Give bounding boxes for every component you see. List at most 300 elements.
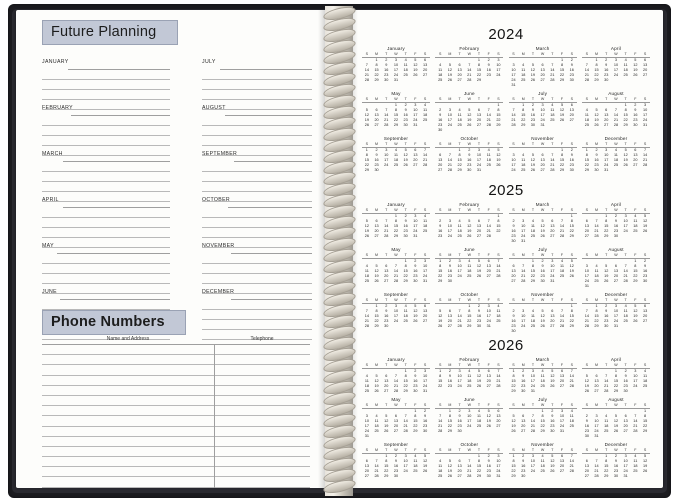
calendar-day-cell[interactable]: 9: [605, 309, 608, 313]
calendar-day-cell[interactable]: 26: [623, 163, 628, 168]
calendar-day-cell[interactable]: 5: [414, 303, 417, 308]
future-planning-month[interactable]: [202, 290, 312, 340]
calendar-day-cell[interactable]: 8: [614, 373, 617, 378]
calendar-day-cell[interactable]: 14: [550, 158, 555, 163]
calendar-day-cell[interactable]: 7: [424, 147, 427, 152]
calendar-day-cell[interactable]: 16: [642, 268, 648, 273]
calendar-day-cell[interactable]: 10: [521, 223, 526, 228]
calendar-day-cell[interactable]: 3: [624, 213, 627, 218]
write-in-line[interactable]: [42, 300, 170, 310]
calendar-day-cell[interactable]: 9: [512, 314, 515, 319]
calendar-day-cell[interactable]: 1: [375, 57, 378, 62]
calendar-day-cell[interactable]: 12: [413, 62, 418, 67]
calendar-day-cell[interactable]: 20: [422, 314, 428, 319]
calendar-day-cell[interactable]: 21: [550, 163, 555, 168]
calendar-day-cell[interactable]: 14: [393, 378, 399, 383]
calendar-day-cell[interactable]: 15: [642, 418, 648, 423]
calendar-day-cell[interactable]: 15: [511, 464, 516, 468]
calendar-day-cell[interactable]: 4: [365, 373, 368, 378]
calendar-day-cell[interactable]: 15: [457, 158, 462, 163]
calendar-day-cell[interactable]: 30: [457, 429, 462, 434]
calendar-day-cell[interactable]: 16: [569, 67, 574, 72]
calendar-day-cell[interactable]: 23: [584, 429, 589, 434]
calendar-day-cell[interactable]: 30: [403, 123, 408, 128]
calendar-day-cell[interactable]: 24: [467, 423, 472, 428]
calendar-day-cell[interactable]: 12: [476, 263, 482, 268]
calendar-day-cell[interactable]: 7: [522, 263, 525, 268]
calendar-day-cell[interactable]: 27: [374, 123, 379, 128]
calendar-day-cell[interactable]: 26: [550, 469, 555, 474]
calendar-day-cell[interactable]: 20: [584, 469, 589, 474]
calendar-day-cell[interactable]: 2: [439, 107, 442, 112]
calendar-day-cell[interactable]: 29: [496, 123, 501, 128]
calendar-day-cell[interactable]: 19: [486, 418, 491, 423]
phone-numbers-row[interactable]: [42, 406, 310, 416]
calendar-day-cell[interactable]: 18: [438, 469, 443, 474]
calendar-day-cell[interactable]: 21: [393, 274, 399, 279]
calendar-day-cell[interactable]: 18: [486, 158, 491, 163]
calendar-day-cell[interactable]: 27: [384, 388, 389, 393]
calendar-day-cell[interactable]: 17: [447, 228, 452, 233]
calendar-day-cell[interactable]: 16: [521, 378, 526, 383]
calendar-day-cell[interactable]: 4: [551, 102, 554, 107]
calendar-day-cell[interactable]: 11: [438, 67, 443, 72]
calendar-day-cell[interactable]: 23: [540, 274, 545, 279]
calendar-day-cell[interactable]: 9: [570, 153, 573, 157]
calendar-day-cell[interactable]: 19: [374, 383, 379, 388]
calendar-day-cell[interactable]: 13: [422, 62, 428, 67]
calendar-day-cell[interactable]: 16: [569, 158, 574, 163]
calendar-day-cell[interactable]: 4: [624, 57, 627, 62]
calendar-day-cell[interactable]: 11: [594, 268, 599, 273]
calendar-day-cell[interactable]: 3: [595, 413, 598, 418]
calendar-day-cell[interactable]: 15: [364, 158, 369, 163]
calendar-day-cell[interactable]: 26: [476, 383, 482, 388]
calendar-day-cell[interactable]: 6: [424, 57, 427, 62]
calendar-day-cell[interactable]: 7: [634, 413, 637, 418]
calendar-day-cell[interactable]: 19: [594, 118, 599, 123]
write-in-line[interactable]: [231, 290, 312, 300]
calendar-day-cell[interactable]: 20: [364, 469, 369, 474]
calendar-day-cell[interactable]: 16: [374, 158, 379, 163]
calendar-day-cell[interactable]: 4: [531, 218, 534, 223]
calendar-day-cell[interactable]: 23: [384, 319, 389, 324]
calendar-day-cell[interactable]: 3: [522, 309, 525, 313]
calendar-day-cell[interactable]: 20: [550, 228, 555, 233]
calendar-day-cell[interactable]: 4: [497, 303, 500, 308]
calendar-day-cell[interactable]: 5: [551, 368, 554, 373]
calendar-day-cell[interactable]: 18: [633, 464, 638, 468]
write-in-line[interactable]: [63, 198, 171, 208]
calendar-day-cell[interactable]: 16: [613, 223, 619, 228]
calendar-day-cell[interactable]: 7: [595, 458, 598, 463]
calendar-day-cell[interactable]: 12: [447, 67, 452, 72]
calendar-day-cell[interactable]: 21: [569, 378, 574, 383]
calendar-day-cell[interactable]: 7: [497, 368, 500, 373]
calendar-day-cell[interactable]: 3: [560, 408, 564, 413]
calendar-day-cell[interactable]: 26: [374, 388, 379, 393]
calendar-day-cell[interactable]: 7: [487, 107, 490, 112]
calendar-day-cell[interactable]: 24: [413, 118, 418, 123]
calendar-day-cell[interactable]: 20: [374, 118, 379, 123]
calendar-day-cell[interactable]: 6: [551, 218, 554, 223]
calendar-day-cell[interactable]: 13: [393, 418, 399, 423]
calendar-day-cell[interactable]: 12: [623, 153, 628, 157]
calendar-day-cell[interactable]: 18: [403, 67, 408, 72]
calendar-day-cell[interactable]: 1: [634, 258, 637, 263]
calendar-day-cell[interactable]: 20: [559, 378, 565, 383]
calendar-day-cell[interactable]: 15: [511, 378, 516, 383]
calendar-day-cell[interactable]: 9: [570, 62, 573, 67]
calendar-day-cell[interactable]: 29: [384, 474, 389, 479]
calendar-day-cell[interactable]: 13: [511, 268, 516, 273]
calendar-day-cell[interactable]: 4: [439, 62, 442, 67]
calendar-day-cell[interactable]: 26: [540, 233, 545, 238]
calendar-day-cell[interactable]: 10: [496, 458, 501, 463]
calendar-day-cell[interactable]: 6: [614, 263, 617, 268]
calendar-day-cell[interactable]: 30: [642, 279, 648, 284]
calendar-day-cell[interactable]: 5: [512, 413, 515, 418]
calendar-day-cell[interactable]: 31: [364, 434, 369, 439]
calendar-day-cell[interactable]: 3: [531, 368, 534, 373]
calendar-day-cell[interactable]: 25: [550, 118, 555, 123]
calendar-day-cell[interactable]: 4: [570, 408, 573, 413]
calendar-day-cell[interactable]: 13: [521, 418, 526, 423]
calendar-day-cell[interactable]: 6: [541, 62, 544, 67]
calendar-day-cell[interactable]: 1: [541, 408, 544, 413]
calendar-day-cell[interactable]: 2: [614, 213, 617, 218]
write-in-line[interactable]: [42, 228, 170, 238]
calendar-day-cell[interactable]: 3: [541, 102, 544, 107]
calendar-day-cell[interactable]: 2: [570, 57, 573, 62]
calendar-day-cell[interactable]: 10: [604, 153, 609, 157]
calendar-day-cell[interactable]: 3: [448, 107, 451, 112]
calendar-day-cell[interactable]: 30: [413, 388, 418, 393]
calendar-day-cell[interactable]: 25: [496, 319, 501, 324]
calendar-day-cell[interactable]: 11: [540, 458, 545, 463]
calendar-day-cell[interactable]: 3: [424, 368, 427, 373]
calendar-day-cell[interactable]: 28: [604, 388, 609, 393]
calendar-day-cell[interactable]: 8: [512, 458, 515, 463]
future-planning-month[interactable]: [42, 152, 170, 202]
calendar-day-cell[interactable]: 30: [594, 168, 599, 173]
calendar-day-cell[interactable]: 2: [487, 57, 490, 62]
calendar-day-cell[interactable]: 18: [467, 268, 472, 273]
calendar-day-cell[interactable]: 14: [569, 373, 574, 378]
calendar-day-cell[interactable]: 1: [404, 258, 407, 263]
calendar-day-cell[interactable]: 17: [584, 274, 589, 279]
calendar-day-cell[interactable]: 22: [511, 469, 516, 474]
calendar-day-cell[interactable]: 14: [511, 112, 516, 117]
calendar-day-cell[interactable]: 10: [413, 218, 418, 223]
calendar-day-cell[interactable]: 27: [569, 118, 574, 123]
calendar-day-cell[interactable]: 25: [422, 118, 428, 123]
calendar-day-cell[interactable]: 10: [623, 458, 628, 463]
calendar-day-cell[interactable]: 10: [457, 263, 462, 268]
calendar-day-cell[interactable]: 17: [623, 223, 628, 228]
calendar-day-cell[interactable]: 7: [560, 309, 564, 313]
calendar-day-cell[interactable]: 21: [496, 378, 501, 383]
calendar-day-cell[interactable]: 4: [634, 213, 637, 218]
calendar-day-cell[interactable]: 11: [403, 309, 408, 313]
calendar-day-cell[interactable]: 14: [447, 158, 452, 163]
calendar-day-cell[interactable]: 4: [394, 147, 398, 152]
calendar-day-cell[interactable]: 27: [642, 72, 648, 77]
calendar-day-cell[interactable]: 10: [613, 62, 619, 67]
calendar-day-cell[interactable]: 20: [438, 163, 443, 168]
write-in-line[interactable]: [220, 60, 312, 70]
calendar-day-cell[interactable]: 13: [384, 378, 389, 383]
calendar-day-cell[interactable]: 15: [623, 112, 628, 117]
calendar-day-cell[interactable]: 28: [530, 429, 536, 434]
calendar-day-cell[interactable]: 14: [467, 464, 472, 468]
calendar-day-cell[interactable]: 28: [457, 324, 462, 329]
calendar-day-cell[interactable]: 17: [511, 163, 516, 168]
calendar-day-cell[interactable]: 5: [541, 309, 544, 313]
calendar-day-cell[interactable]: 4: [644, 368, 647, 373]
calendar-day-cell[interactable]: 30: [476, 324, 482, 329]
calendar-day-cell[interactable]: 30: [384, 324, 389, 329]
calendar-day-cell[interactable]: 28: [594, 474, 599, 479]
calendar-day-cell[interactable]: 21: [511, 118, 516, 123]
calendar-day-cell[interactable]: 30: [613, 474, 619, 479]
calendar-day-cell[interactable]: 4: [468, 368, 471, 373]
calendar-day-cell[interactable]: 12: [447, 464, 452, 468]
calendar-day-cell[interactable]: 16: [584, 423, 589, 428]
calendar-day-cell[interactable]: 11: [521, 67, 526, 72]
write-in-line[interactable]: [42, 254, 170, 264]
calendar-day-cell[interactable]: 25: [457, 233, 462, 238]
calendar-day-cell[interactable]: 7: [404, 413, 407, 418]
calendar-day-cell[interactable]: 15: [521, 112, 526, 117]
calendar-day-cell[interactable]: 3: [458, 368, 461, 373]
calendar-day-cell[interactable]: 3: [458, 258, 461, 263]
calendar-day-cell[interactable]: 27: [374, 233, 379, 238]
calendar-day-cell[interactable]: 7: [551, 62, 554, 67]
calendar-day-cell[interactable]: 8: [570, 309, 573, 313]
calendar-day-cell[interactable]: 11: [521, 158, 526, 163]
calendar-day-cell[interactable]: 25: [393, 163, 399, 168]
calendar-day-cell[interactable]: 10: [364, 418, 369, 423]
calendar-day-cell[interactable]: 23: [569, 72, 574, 77]
calendar-day-cell[interactable]: 16: [438, 118, 443, 123]
calendar-day-cell[interactable]: 31: [540, 123, 545, 128]
calendar-day-cell[interactable]: 23: [511, 324, 516, 329]
calendar-day-cell[interactable]: 23: [594, 163, 599, 168]
calendar-day-cell[interactable]: 29: [393, 123, 399, 128]
calendar-day-cell[interactable]: 3: [624, 453, 627, 458]
calendar-day-cell[interactable]: 6: [541, 153, 544, 157]
write-in-line[interactable]: [68, 60, 170, 70]
calendar-day-cell[interactable]: 25: [623, 72, 628, 77]
calendar-day-cell[interactable]: 18: [393, 158, 399, 163]
calendar-day-cell[interactable]: 16: [476, 314, 482, 319]
calendar-day-cell[interactable]: 7: [439, 413, 442, 418]
calendar-day-cell[interactable]: 27: [447, 324, 452, 329]
calendar-day-cell[interactable]: 2: [512, 309, 515, 313]
calendar-day-cell[interactable]: 9: [531, 107, 534, 112]
write-in-line[interactable]: [71, 106, 170, 116]
phone-numbers-row[interactable]: [42, 396, 310, 406]
calendar-day-cell[interactable]: 6: [551, 309, 554, 313]
calendar-day-cell[interactable]: 2: [605, 303, 608, 308]
calendar-day-cell[interactable]: 20: [393, 423, 399, 428]
calendar-day-cell[interactable]: 11: [613, 153, 618, 157]
calendar-day-cell[interactable]: 6: [375, 218, 378, 223]
write-in-line[interactable]: [63, 152, 171, 162]
calendar-day-cell[interactable]: 19: [364, 228, 369, 233]
calendar-day-cell[interactable]: 29: [511, 388, 516, 393]
calendar-day-cell[interactable]: 28: [511, 123, 516, 128]
calendar-day-cell[interactable]: 25: [633, 228, 638, 233]
calendar-day-cell[interactable]: 7: [614, 107, 617, 112]
calendar-day-cell[interactable]: 3: [468, 408, 471, 413]
calendar-day-cell[interactable]: 6: [644, 303, 647, 308]
future-planning-month[interactable]: [202, 106, 312, 156]
calendar-day-cell[interactable]: 28: [422, 163, 428, 168]
calendar-day-cell[interactable]: 22: [438, 274, 443, 279]
calendar-day-cell[interactable]: 19: [511, 423, 516, 428]
calendar-day-cell[interactable]: 12: [613, 418, 619, 423]
calendar-day-cell[interactable]: 25: [530, 233, 536, 238]
calendar-day-cell[interactable]: 14: [569, 458, 574, 463]
calendar-day-cell[interactable]: 10: [403, 458, 408, 463]
calendar-day-cell[interactable]: 3: [614, 57, 617, 62]
calendar-day-cell[interactable]: 28: [584, 77, 589, 82]
calendar-day-cell[interactable]: 28: [384, 123, 389, 128]
calendar-day-cell[interactable]: 5: [570, 258, 573, 263]
calendar-day-cell[interactable]: 6: [458, 62, 461, 67]
write-in-line[interactable]: [57, 244, 170, 254]
calendar-day-cell[interactable]: 2: [570, 147, 573, 152]
write-in-line[interactable]: [42, 208, 170, 218]
calendar-day-cell[interactable]: 28: [438, 429, 443, 434]
calendar-day-cell[interactable]: 24: [613, 319, 619, 324]
calendar-day-cell[interactable]: 2: [394, 453, 398, 458]
calendar-day-cell[interactable]: 28: [613, 123, 619, 128]
calendar-day-cell[interactable]: 22: [594, 319, 599, 324]
calendar-day-cell[interactable]: 10: [457, 373, 462, 378]
calendar-day-cell[interactable]: 15: [530, 268, 536, 273]
calendar-day-cell[interactable]: 21: [438, 423, 443, 428]
calendar-day-cell[interactable]: 13: [422, 309, 428, 313]
calendar-day-cell[interactable]: 21: [447, 163, 452, 168]
calendar-day-cell[interactable]: 13: [584, 223, 589, 228]
calendar-day-cell[interactable]: 28: [403, 429, 408, 434]
calendar-day-cell[interactable]: 27: [604, 123, 609, 128]
calendar-day-cell[interactable]: 4: [468, 258, 471, 263]
calendar-day-cell[interactable]: 1: [458, 147, 461, 152]
calendar-day-cell[interactable]: 9: [614, 458, 617, 463]
calendar-day-cell[interactable]: 8: [385, 458, 388, 463]
calendar-day-cell[interactable]: 5: [365, 218, 368, 223]
calendar-day-cell[interactable]: 1: [560, 57, 564, 62]
calendar-day-cell[interactable]: 2: [595, 147, 598, 152]
calendar-day-cell[interactable]: 28: [374, 474, 379, 479]
calendar-day-cell[interactable]: 1: [414, 408, 417, 413]
calendar-day-cell[interactable]: 13: [384, 268, 389, 273]
calendar-day-cell[interactable]: 25: [530, 324, 536, 329]
calendar-day-cell[interactable]: 27: [422, 319, 428, 324]
calendar-day-cell[interactable]: 18: [623, 67, 628, 72]
calendar-day-cell[interactable]: 30: [623, 388, 628, 393]
calendar-day-cell[interactable]: 5: [551, 453, 554, 458]
calendar-day-cell[interactable]: 12: [540, 223, 545, 228]
calendar-day-cell[interactable]: 19: [540, 319, 545, 324]
calendar-day-cell[interactable]: 3: [404, 453, 407, 458]
calendar-day-cell[interactable]: 15: [559, 158, 565, 163]
calendar-day-cell[interactable]: 13: [364, 464, 369, 468]
calendar-day-cell[interactable]: 5: [385, 413, 388, 418]
calendar-day-cell[interactable]: 26: [364, 233, 369, 238]
calendar-day-cell[interactable]: 4: [439, 458, 442, 463]
calendar-day-cell[interactable]: 17: [604, 158, 609, 163]
calendar-day-cell[interactable]: 16: [511, 319, 516, 324]
calendar-day-cell[interactable]: 11: [633, 218, 638, 223]
phone-numbers-row[interactable]: [42, 365, 310, 375]
calendar-day-cell[interactable]: 12: [467, 223, 472, 228]
calendar-day-cell[interactable]: 9: [439, 223, 442, 228]
calendar-day-cell[interactable]: 16: [604, 67, 609, 72]
calendar-day-cell[interactable]: 9: [385, 62, 388, 67]
calendar-day-cell[interactable]: 10: [540, 107, 545, 112]
calendar-day-cell[interactable]: 13: [457, 67, 462, 72]
calendar-day-cell[interactable]: 6: [644, 57, 647, 62]
calendar-day-cell[interactable]: 31: [422, 279, 428, 284]
calendar-day-cell[interactable]: 24: [540, 118, 545, 123]
calendar-day-cell[interactable]: 18: [633, 223, 638, 228]
future-planning-month[interactable]: [42, 198, 170, 248]
calendar-day-cell[interactable]: 29: [594, 77, 599, 82]
calendar-day-cell[interactable]: 14: [438, 418, 443, 423]
calendar-day-cell[interactable]: 26: [374, 279, 379, 284]
calendar-day-cell[interactable]: 6: [560, 453, 564, 458]
calendar-day-cell[interactable]: 31: [521, 239, 526, 244]
calendar-day-cell[interactable]: 12: [584, 378, 589, 383]
calendar-day-cell[interactable]: 7: [560, 218, 564, 223]
calendar-day-cell[interactable]: 29: [604, 233, 609, 238]
calendar-day-cell[interactable]: 26: [559, 118, 565, 123]
calendar-day-cell[interactable]: 7: [605, 373, 608, 378]
calendar-day-cell[interactable]: 22: [393, 118, 399, 123]
calendar-day-cell[interactable]: 15: [476, 464, 482, 468]
calendar-day-cell[interactable]: 24: [623, 469, 628, 474]
calendar-day-cell[interactable]: 10: [623, 218, 628, 223]
calendar-day-cell[interactable]: 24: [384, 163, 389, 168]
calendar-day-cell[interactable]: 23: [486, 72, 491, 77]
calendar-day-cell[interactable]: 12: [511, 418, 516, 423]
calendar-day-cell[interactable]: 16: [467, 158, 472, 163]
calendar-day-cell[interactable]: 26: [384, 429, 389, 434]
calendar-day-cell[interactable]: 29: [569, 233, 574, 238]
phone-numbers-row[interactable]: [42, 467, 310, 477]
calendar-day-cell[interactable]: 1: [477, 453, 481, 458]
calendar-day-cell[interactable]: 14: [374, 464, 379, 468]
calendar-day-cell[interactable]: 16: [403, 223, 408, 228]
write-in-line[interactable]: [42, 218, 170, 228]
calendar-day-cell[interactable]: 22: [559, 163, 565, 168]
calendar-day-cell[interactable]: 14: [550, 67, 555, 72]
calendar-day-cell[interactable]: 12: [403, 153, 408, 157]
calendar-day-cell[interactable]: 24: [413, 228, 418, 233]
write-in-line[interactable]: [202, 320, 312, 330]
write-in-line[interactable]: [42, 182, 170, 192]
calendar-day-cell[interactable]: 29: [393, 233, 399, 238]
write-in-line[interactable]: [42, 90, 170, 100]
calendar-day-cell[interactable]: 26: [540, 324, 545, 329]
calendar-day-cell[interactable]: 20: [559, 464, 565, 468]
calendar-day-cell[interactable]: 5: [365, 107, 368, 112]
